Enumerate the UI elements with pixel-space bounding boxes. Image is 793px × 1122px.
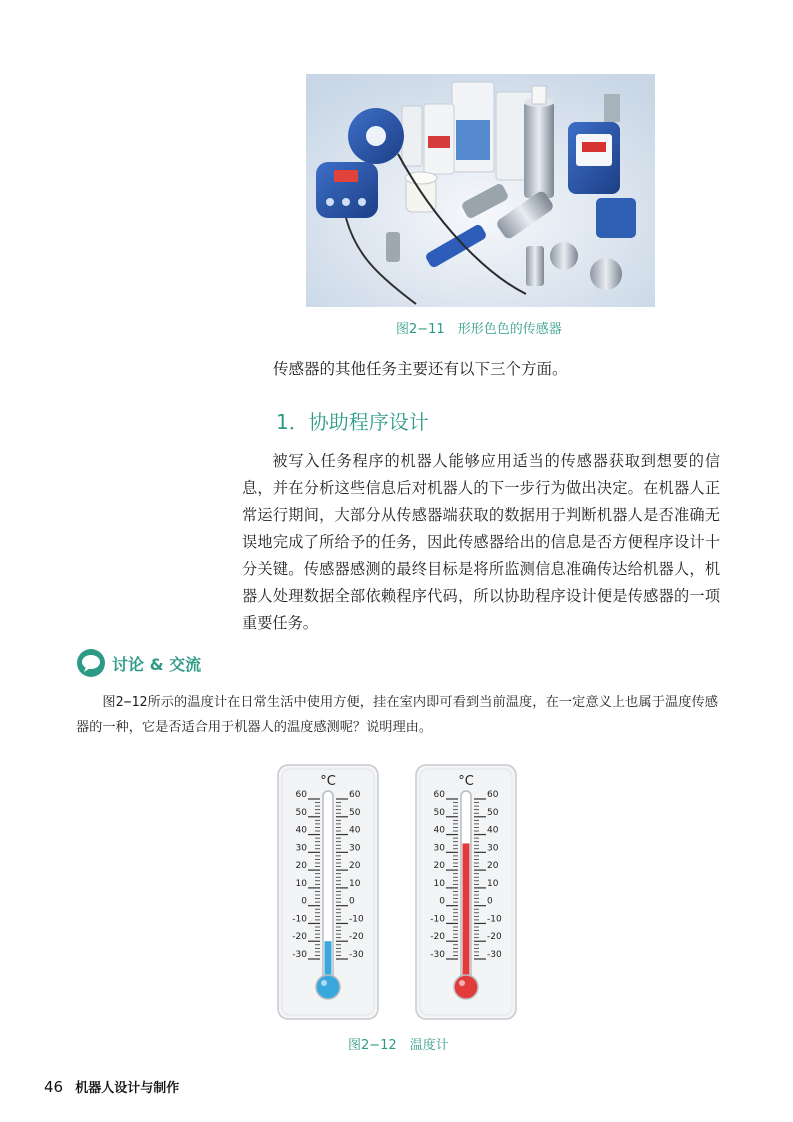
discussion-header — [76, 648, 201, 678]
scale-label: -10 — [292, 914, 307, 925]
scale-label: 10 — [349, 878, 361, 889]
bulb-highlight — [459, 980, 465, 986]
scale-label: 0 — [301, 896, 307, 907]
scale-label: 50 — [433, 807, 445, 818]
discussion-label: 讨论 & 交流 — [112, 654, 202, 674]
scale-label: -20 — [487, 932, 502, 943]
scale-label: 20 — [487, 861, 499, 872]
scale-label: 40 — [295, 825, 307, 836]
scale-label: 0 — [487, 896, 493, 907]
scale-label: 40 — [487, 825, 499, 836]
scale-label: 0 — [349, 896, 355, 907]
scale-label: 60 — [349, 790, 361, 800]
paragraph-text: 被写入任务程序的机器人能够应用适当的传感器获取到想要的信息，并在分析这些信息后对机器人的下一步行为做出决定。在机器人正常运行期间，大部分从传感器端获取的数据用于判断机器人是否准确无误地完成了所给予的任务，因此传感器给出的信息是否方便程序设计十分关键。传感器感测的最终目标是将所监测信息准确传达给机器人，机器人处理数据全部依赖程序代码，所以协助程序设计便是传感器的一项重要任务。 — [242, 452, 720, 632]
scale-label: 0 — [439, 896, 445, 907]
thermometer-figure — [276, 763, 518, 1025]
scale-label: 60 — [295, 790, 307, 800]
scale-label: 50 — [487, 807, 499, 818]
scale-label: 10 — [295, 878, 307, 889]
scale-label: 30 — [295, 843, 307, 854]
figure-caption: 图2−12 温度计 — [348, 1038, 449, 1053]
page-footer — [44, 1077, 179, 1096]
scale-label: 40 — [349, 825, 361, 836]
speech-bubble-icon — [76, 648, 106, 678]
mercury-column — [463, 843, 470, 988]
scale-label: 10 — [433, 878, 445, 889]
scale-label: 30 — [433, 843, 445, 854]
scale-label: 60 — [433, 790, 445, 800]
figure-caption: 图2−11 形形色色的传感器 — [396, 322, 562, 337]
question-text: 图2−12所示的温度计在日常生活中使用方便，挂在室内即可看到当前温度，在一定意义上也属于温度传感器的一种，它是否适合用于机器人的温度感测呢？说明理由。 — [76, 695, 718, 735]
scale-label: -20 — [292, 932, 307, 943]
scale-label: -10 — [487, 914, 502, 925]
scale-label: -30 — [292, 950, 307, 960]
scale-label: -30 — [430, 950, 445, 960]
scale-label: -30 — [349, 950, 364, 960]
scale-label: 60 — [487, 790, 499, 800]
scale-label: 30 — [487, 843, 499, 854]
scale-label: 20 — [433, 861, 445, 872]
scale-label: -20 — [430, 932, 445, 943]
scale-label: -10 — [349, 914, 364, 925]
unit-label: °C — [458, 774, 474, 789]
thermometer — [278, 765, 378, 1019]
scale-label: -10 — [430, 914, 445, 925]
scale-label: -30 — [487, 950, 502, 960]
thermometer-bulb — [316, 975, 340, 999]
thermometer-bulb — [454, 975, 478, 999]
section-title: 1．协助程序设计 — [276, 410, 429, 434]
scale-label: -20 — [349, 932, 364, 943]
intro-text: 传感器的其他任务主要还有以下三个方面。 — [273, 360, 568, 378]
bulb-highlight — [321, 980, 327, 986]
page-number: 46 — [44, 1078, 64, 1096]
scale-label: 30 — [349, 843, 361, 854]
scale-label: 40 — [433, 825, 445, 836]
discussion-question — [76, 690, 718, 740]
book-title: 机器人设计与制作 — [75, 1081, 180, 1096]
scale-label: 50 — [349, 807, 361, 818]
sensor-photo — [306, 74, 655, 307]
scale-label: 50 — [295, 807, 307, 818]
unit-label: °C — [320, 774, 336, 789]
section-paragraph — [242, 448, 720, 637]
scale-label: 20 — [295, 861, 307, 872]
scale-label: 10 — [487, 878, 499, 889]
thermometer — [416, 765, 516, 1019]
scale-label: 20 — [349, 861, 361, 872]
